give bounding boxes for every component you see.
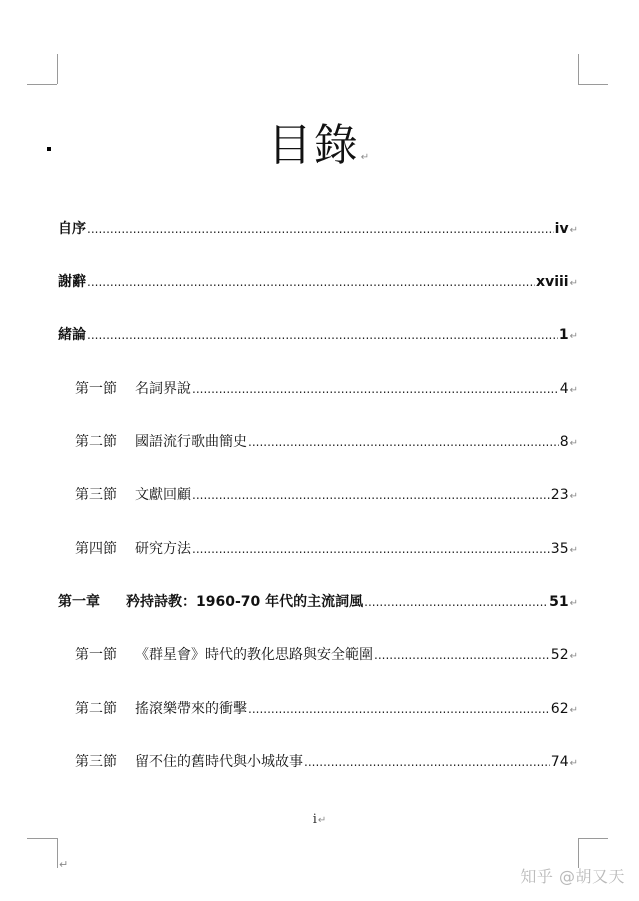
paragraph-mark-icon: ↵ xyxy=(569,331,578,342)
paragraph-mark-icon: ↵ xyxy=(569,278,578,289)
toc-entry-page: 8 xyxy=(559,434,569,450)
toc-leader-dots xyxy=(192,485,550,505)
toc-entry-title: 研究方法 xyxy=(135,541,191,557)
toc-entry[interactable] xyxy=(58,272,578,294)
toc-entry[interactable] xyxy=(75,432,578,454)
toc-leader-dots xyxy=(192,539,550,559)
toc-leader-dots xyxy=(192,379,559,399)
toc-entry-number: 第三節 xyxy=(75,487,117,503)
toc-entry[interactable] xyxy=(58,219,578,241)
toc-entry[interactable] xyxy=(75,379,578,401)
toc-leader-dots xyxy=(87,272,535,292)
paragraph-mark-icon: ↵ xyxy=(569,705,578,716)
paragraph-mark-icon: ↵ xyxy=(569,758,578,769)
toc-entry-number: 第二節 xyxy=(75,701,117,717)
toc-entry-page: 62 xyxy=(550,701,569,717)
paragraph-mark-icon: ↵ xyxy=(569,491,578,502)
toc-entry-title: 自序 xyxy=(58,221,86,237)
toc-leader-dots xyxy=(248,432,559,452)
toc-entry-title: 文獻回顧 xyxy=(135,487,191,503)
title-text: 目錄 xyxy=(267,120,360,171)
toc-entry-page: 51 xyxy=(549,594,569,610)
toc-entry-number: 第一節 xyxy=(75,647,117,663)
paragraph-mark-icon: ↵ xyxy=(569,651,578,662)
paragraph-mark-icon: ↵ xyxy=(569,385,578,396)
toc-entry-page: xviii xyxy=(536,274,569,290)
toc-entry[interactable] xyxy=(75,752,578,774)
toc-leader-dots xyxy=(87,325,558,345)
toc-entry-page: 4 xyxy=(559,381,569,397)
toc-entry-title: 名詞界說 xyxy=(135,381,191,397)
toc-entry-number: 第二節 xyxy=(75,434,117,450)
crop-mark-bottom-left xyxy=(57,838,58,868)
toc-entry-title: 搖滾樂帶來的衝擊 xyxy=(135,701,247,717)
toc-entry-number: 第一章 xyxy=(58,594,100,610)
toc-entry-title: 《群星會》時代的教化思路與安全範圍 xyxy=(135,647,373,663)
toc-entry-page: iv xyxy=(554,221,569,237)
paragraph-mark-icon: ↵ xyxy=(569,225,578,236)
crop-mark-top-right xyxy=(578,84,608,85)
crop-mark-top-left xyxy=(27,84,57,85)
toc-entry[interactable] xyxy=(75,539,578,561)
toc-entry-number: 第三節 xyxy=(75,754,117,770)
toc-leader-dots xyxy=(87,219,554,239)
paragraph-mark-icon: ↵ xyxy=(360,152,372,163)
crop-mark-bottom-right xyxy=(578,838,608,839)
crop-mark-bottom-left xyxy=(27,838,57,839)
toc-entry-title: 矜持詩教：1960-70 年代的主流詞風 xyxy=(126,594,364,610)
paragraph-mark-icon: ↵ xyxy=(569,438,578,449)
toc-entry[interactable] xyxy=(75,485,578,507)
page-number xyxy=(0,812,639,827)
paragraph-mark-icon: ↵ xyxy=(59,858,69,871)
toc-entry-title: 留不住的舊時代與小城故事 xyxy=(135,754,303,770)
toc-leader-dots xyxy=(248,699,550,719)
page-title xyxy=(0,118,639,186)
toc-entry-title: 國語流行歌曲簡史 xyxy=(135,434,247,450)
toc-entry-page: 52 xyxy=(550,647,569,663)
toc-entry-page: 1 xyxy=(558,327,569,343)
watermark: 知乎 @胡又天 xyxy=(520,867,625,886)
toc-entry[interactable] xyxy=(58,592,578,614)
toc-leader-dots xyxy=(304,752,550,772)
paragraph-mark-icon: ↵ xyxy=(569,545,578,556)
toc-entry[interactable] xyxy=(75,645,578,667)
toc-entry[interactable] xyxy=(58,325,578,347)
toc-entry-title: 緒論 xyxy=(58,327,86,343)
toc-leader-dots xyxy=(374,645,550,665)
toc-entry-page: 23 xyxy=(550,487,569,503)
page-number-text: i xyxy=(312,812,317,827)
toc-entry[interactable] xyxy=(75,699,578,721)
paragraph-mark-icon: ↵ xyxy=(317,815,327,826)
toc-leader-dots xyxy=(364,592,548,612)
toc-entry-number: 第一節 xyxy=(75,381,117,397)
toc-entry-title: 謝辭 xyxy=(58,274,86,290)
toc-entry-page: 35 xyxy=(550,541,569,557)
toc-entry-page: 74 xyxy=(550,754,569,770)
crop-mark-top-right xyxy=(578,54,579,84)
crop-mark-top-left xyxy=(57,54,58,84)
paragraph-mark-icon: ↵ xyxy=(569,598,578,609)
toc-entry-number: 第四節 xyxy=(75,541,117,557)
